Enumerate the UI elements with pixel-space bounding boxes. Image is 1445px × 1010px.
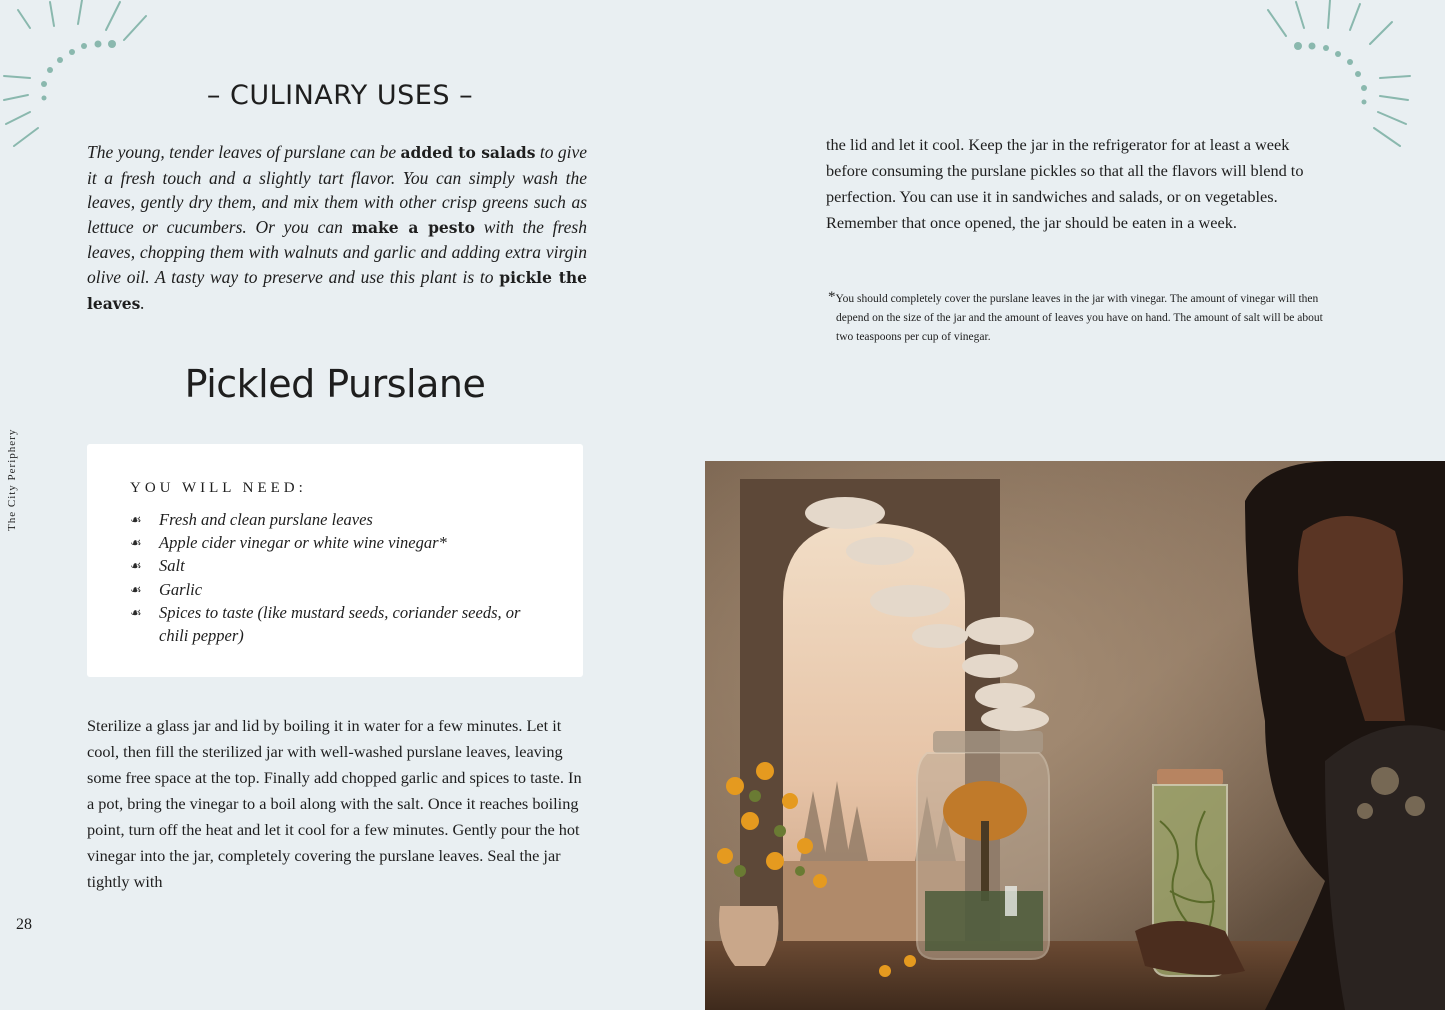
footnote — [828, 290, 1328, 347]
ingredients-list — [130, 508, 550, 647]
ingredients-heading: YOU WILL NEED: — [130, 480, 307, 496]
leaf-bullet-icon: ☙ — [130, 604, 142, 620]
method-continued-paragraph: the lid and let it cool. Keep the jar in the refrigerator for at least a week before consuming the purslane pickles so that all the flavors will blend to perfection. You can use it in sandwiches and salads, or on vegetables. Remember that once opened, the jar should be eaten in a week. — [826, 135, 1304, 232]
emphasis-pesto: make a pesto — [351, 217, 476, 237]
leaf-bullet-icon: ☙ — [130, 535, 142, 551]
intro-paragraph: The young, tender leaves of purslane can be added to salads to give it a fresh touch and a slightly tart flavor. You can simply wash the leaves, gently dry them, and mix them with other crisp greens such as lettuce or cucumbers. Or you can make a pesto with the fresh leaves, chopping them with walnuts and garlic and adding extra virgin olive oil. A tasty way to preserve and use this plant is to pickle the leaves. — [87, 142, 587, 313]
ingredients-box — [87, 444, 583, 677]
running-header: The City Periphery — [6, 428, 18, 532]
woman-with-jars-illustration — [705, 461, 1445, 1010]
recipe-title: Pickled Purslane — [184, 362, 486, 406]
list-item: ☙ Garlic — [130, 578, 550, 601]
list-item: ☙ Spices to taste (like mustard seeds, coriander seeds, or chili pepper) — [130, 602, 521, 646]
emphasis-pickle: pickle the leaves — [87, 267, 587, 313]
list-item: ☙ Apple cider vinegar or white wine vinegar* — [130, 531, 550, 554]
leaf-bullet-icon: ☙ — [130, 558, 142, 574]
list-item: ☙ Salt — [130, 554, 550, 577]
method-paragraph: Sterilize a glass jar and lid by boiling it in water for a few minutes. Let it cool, then fill the sterilized jar with well-washed purslane leaves, leaving some free space at the top. Finally add chopped garlic and spices to taste. In a pot, bring the vinegar to a boil along with the salt. Once it reaches boiling point, turn off the heat and let it cool for a few minutes. Gently pour the hot vinegar into the jar, completely covering the purslane leaves. Seal the jar tightly with — [87, 716, 582, 891]
footnote-marker: * — [828, 289, 836, 305]
page-number: 28 — [16, 916, 32, 933]
leaf-bullet-icon: ☙ — [130, 512, 142, 527]
leaf-bullet-icon: ☙ — [130, 581, 142, 597]
section-title: – CULINARY USES – — [206, 80, 474, 111]
footnote-text: You should completely cover the purslane leaves in the jar with vinegar. The amount of vinegar will then depend on the size of the jar and the amount of leaves you have on hand. The amount of salt will be about two teaspoons per cup of vinegar. — [835, 293, 1323, 343]
sunburst-ornament-left — [0, 0, 160, 160]
emphasis-salads: added to salads — [400, 143, 536, 162]
list-item: ☙ Fresh and clean purslane leaves — [130, 508, 550, 531]
